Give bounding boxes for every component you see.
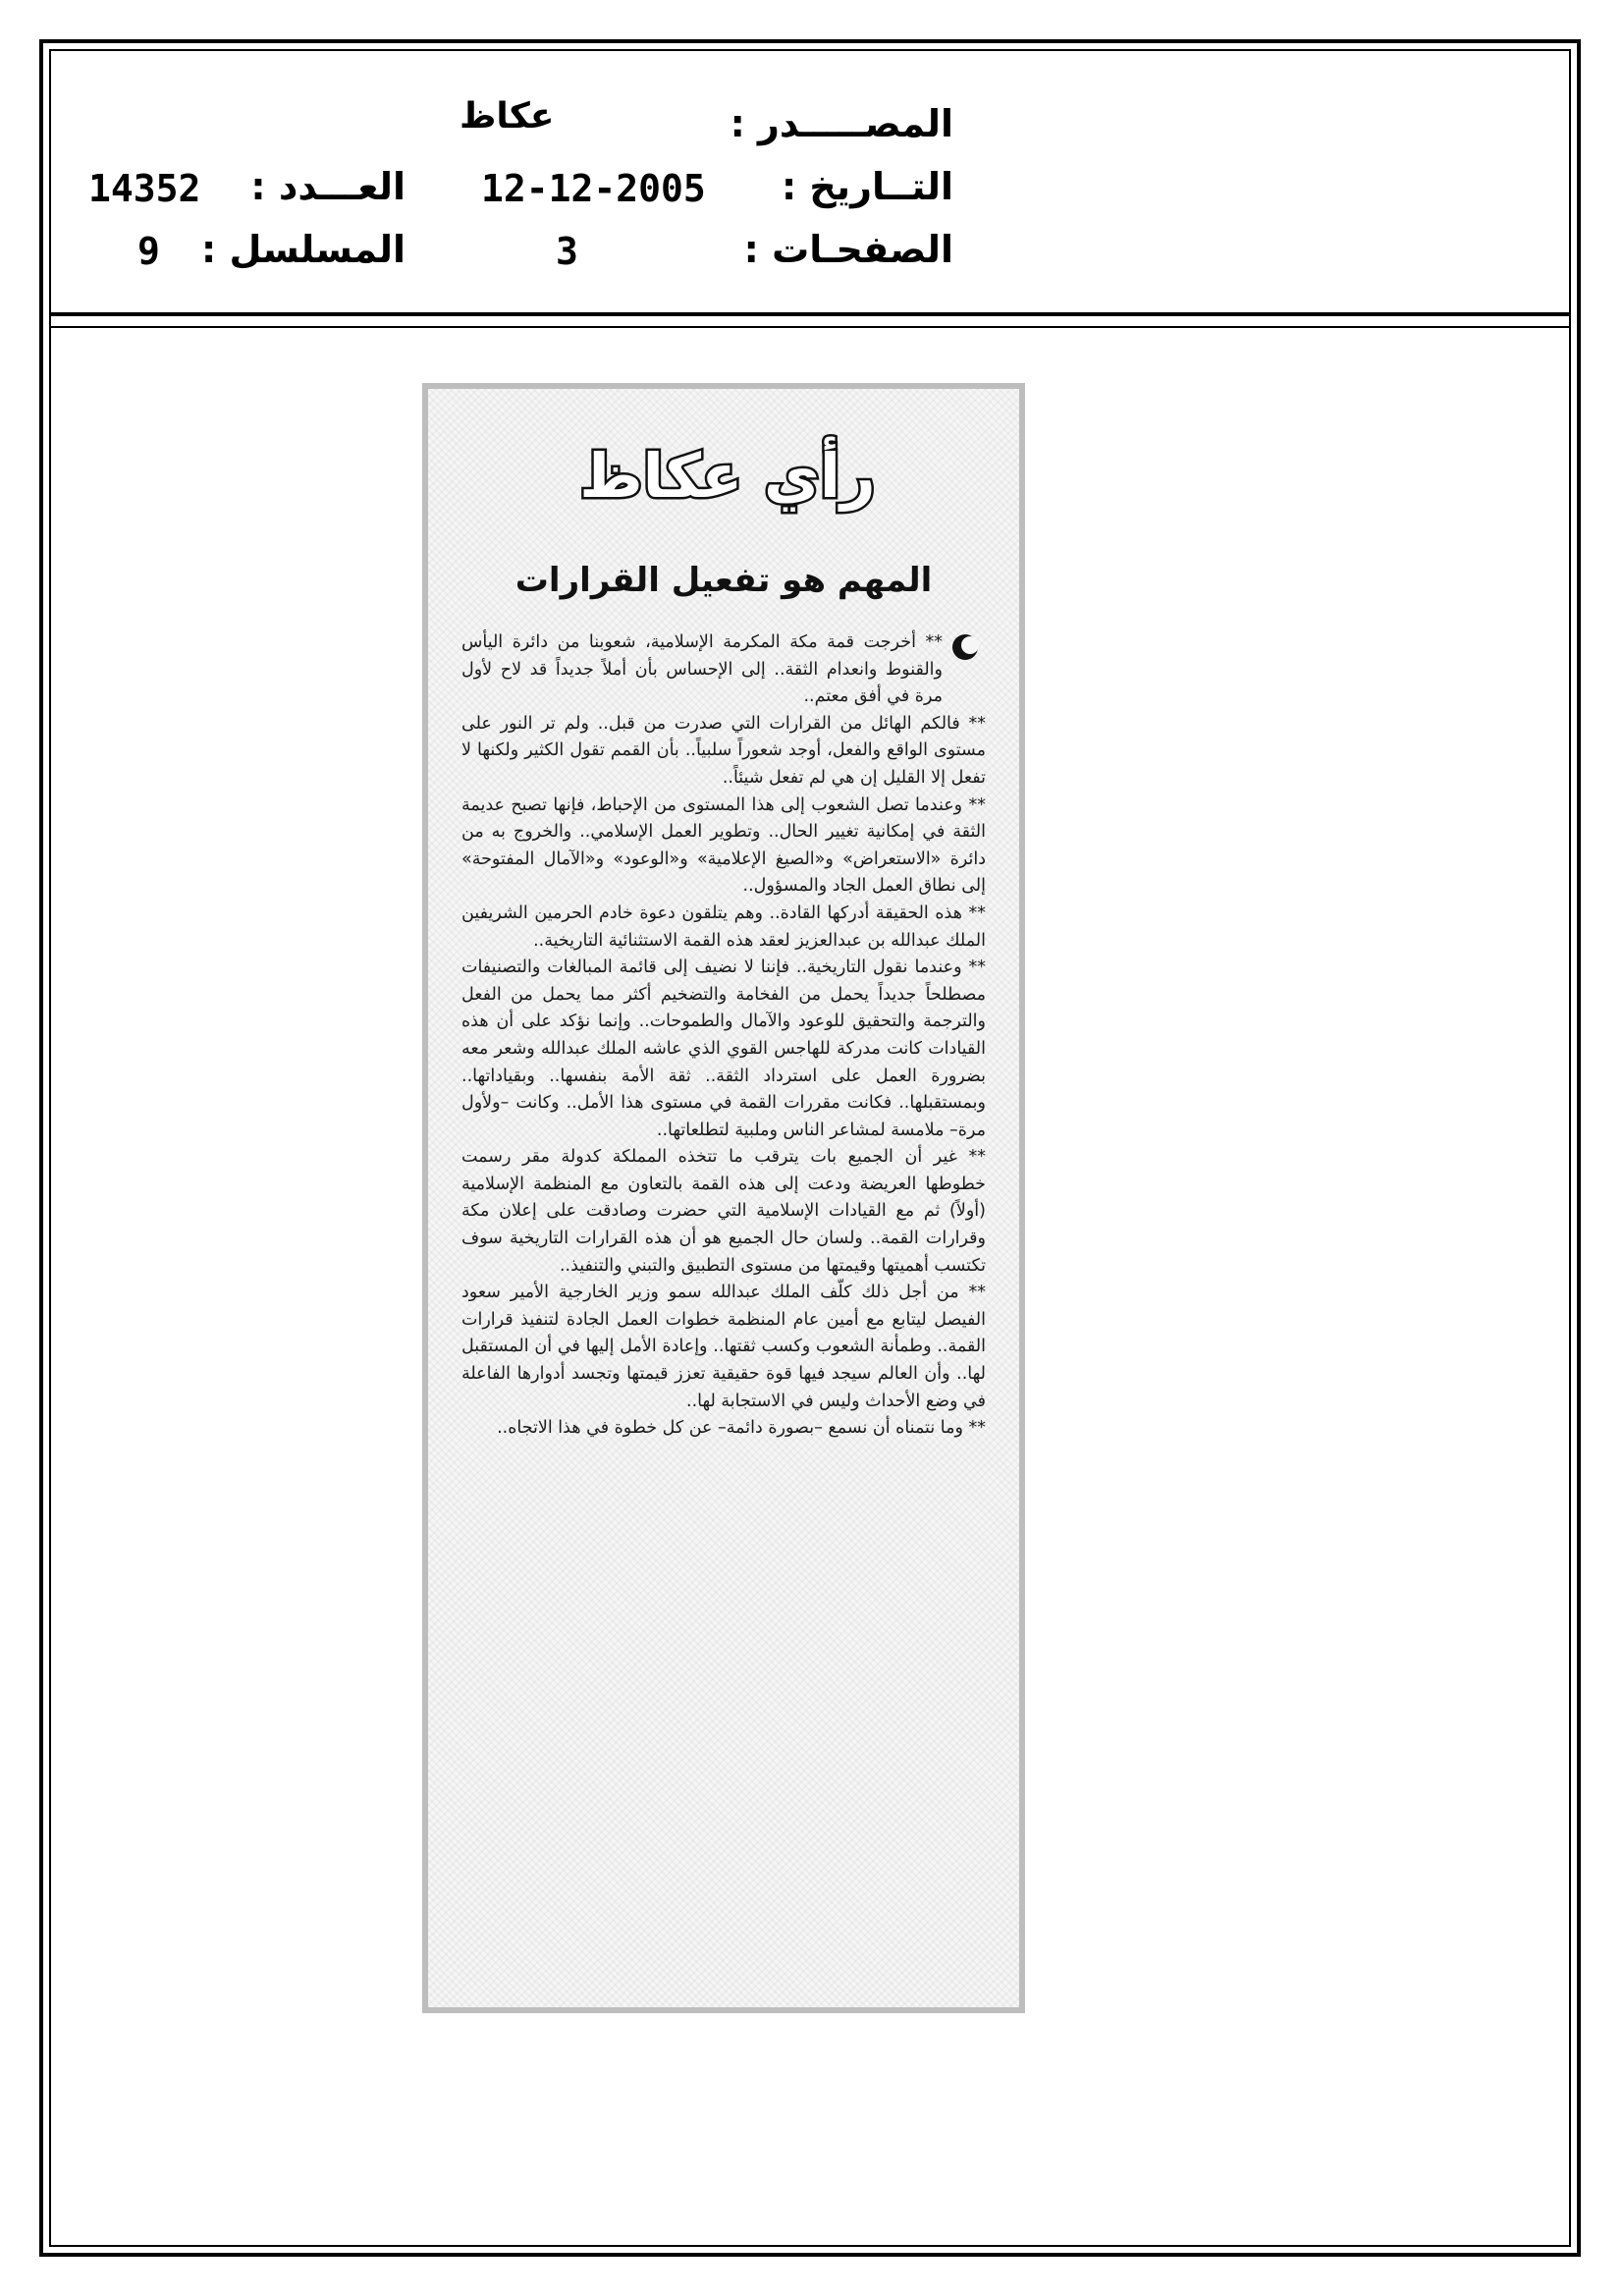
newspaper-clipping: [422, 383, 1025, 2013]
article-paragraph: ** أخرجت قمة مكة المكرمة الإسلامية، شعوبنا من دائرة اليأس والقنوط وانعدام الثقة.. إلى الإحساس بأن أملاً جديداً قد لاح لأول مرة في أفق معتم..: [461, 632, 943, 707]
article-paragraph: ** غير أن الجميع بات يترقب ما تتخذه المملكة كدولة مقر رسمت خطوطها العريضة ودعت إلى هذه القمة بالتعاون مع المنظمة الإسلامية (أولاً) ثم مع القيادات الإسلامية التي حضرت وصادقت على إعلان مكة وقرارات القمة.. ولسان حال الجميع هو أن هذه القرارات التاريخية سوف تكتسب أهميتها وقيمتها من مستوى التطبيق والتبني والتنفيذ..: [461, 1147, 986, 1276]
serial-label: المسلسل :: [201, 228, 406, 271]
article-paragraph: ** وما نتمناه أن نسمع –بصورة دائمة– عن كل خطوة في هذا الاتجاه..: [497, 1418, 986, 1439]
source-value: عكاظ: [460, 96, 555, 137]
okaz-logo: [575, 428, 880, 517]
article-paragraph: ** هذه الحقيقة أدركها القادة.. وهم يتلقون دعوة خادم الحرمين الشريفين الملك عبدالله بن عبدالعزيز لعقد هذه القمة الاستثنائية التاريخية..: [461, 902, 986, 951]
article-body: [461, 629, 986, 1988]
serial-value: 9: [137, 230, 160, 273]
date-value: 12-12-2005: [481, 167, 706, 210]
issue-value: 14352: [88, 167, 201, 210]
pages-label: الصفحـات :: [743, 228, 953, 271]
date-label: التــاريخ :: [781, 165, 953, 208]
header-divider-thin: [49, 326, 1571, 328]
article-paragraph: ** وعندما تصل الشعوب إلى هذا المستوى من الإحباط، فإنها تصبح عديمة الثقة في إمكانية تغيير الحال.. وتطوير العمل الإسلامي.. والخروج به من دائرة «الاستعراض» و«الصيغ الإعلامية» و«الوعود» و«الآمال المفتوحة» إلى نطاق العمل الجاد والمسؤول..: [461, 794, 986, 897]
header-divider: [49, 312, 1571, 316]
pages-value: 3: [556, 230, 578, 273]
issue-label: العـــدد :: [250, 165, 406, 208]
source-label: المصـــــدر :: [730, 102, 953, 145]
article-paragraph: ** من أجل ذلك كلّف الملك عبدالله سمو وزير الخارجية الأمير سعود الفيصل ليتابع مع أمين عام المنظمة خطوات العمل الجادة لتنفيذ قرارات القمة.. وطمأنة الشعوب وكسب ثقتها.. وإعادة الأمل إليها في أن المستقبل لها.. وأن العالم سيجد فيها قوة حقيقية تعزز قيمتها وتجسد أدوارها الفاعلة في وضع الأحداث وليس في الاستجابة لها..: [461, 1283, 986, 1411]
article-paragraph: ** فالكم الهائل من القرارات التي صدرت من قبل.. ولم تر النور على مستوى الواقع والفعل، أوجد شعوراً سلبياً.. بأن القمم تقول الكثير ولكنها لا تفعل إلا القليل إن هي لم تفعل شيئاً..: [461, 713, 986, 788]
article-title: المهم هو تفعيل القرارات: [514, 561, 933, 600]
logo-text: رأي عكاظ: [579, 440, 876, 512]
article-paragraph: ** وعندما نقول التاريخية.. فإننا لا نضيف إلى قائمة المبالغات والتصنيفات مصطلحاً جديداً يحمل من الفخامة والتضخيم أكثر مما يحمل من الفعل والترجمة والتحقيق للوعود والآمال والطموحات.. وإنما نؤكد على أن هذه القيادات كانت مدركة للهاجس القوي الذي عاشه الملك عبدالله وشعر معه بضرورة العمل على استرداد الثقة.. ثقة الأمة بنفسها.. وبقياداتها.. وبمستقبلها.. فكانت مقررات القمة في مستوى هذا الأمل.. وكانت –ولأول مرة– ملامسة لمشاعر الناس وملبية لتطلعاتها..: [461, 957, 986, 1140]
